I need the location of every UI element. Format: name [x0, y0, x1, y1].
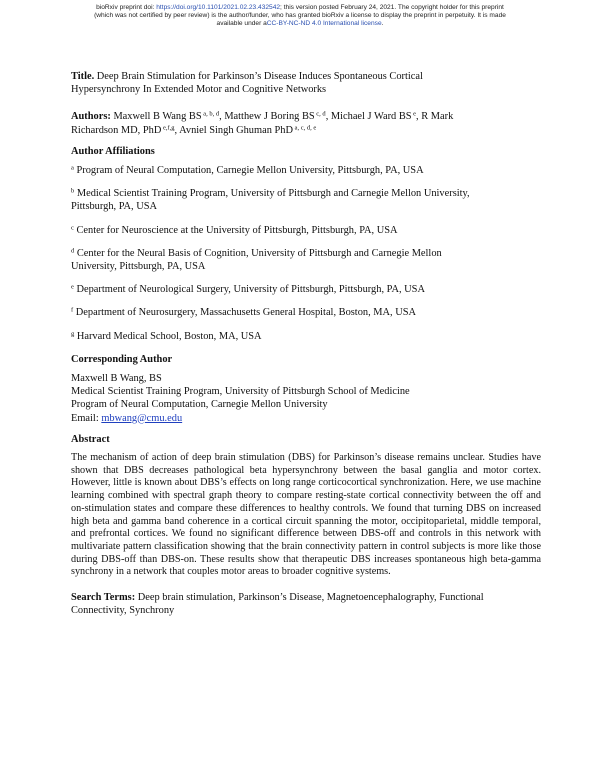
search-terms: [71, 591, 541, 617]
author-3-affil: e: [411, 110, 417, 118]
affiliation-marker: a: [71, 164, 74, 172]
title-label: Title.: [71, 71, 95, 82]
preprint-header: [0, 4, 600, 29]
header-line-3: [0, 20, 600, 28]
affiliation-item: [71, 164, 541, 177]
affiliation-marker: c: [71, 224, 74, 232]
header-license-prefix: available under a: [216, 20, 267, 28]
affiliation-item: [71, 306, 541, 319]
email-label: Email:: [71, 412, 102, 424]
email-link[interactable]: mbwang@cmu.edu: [101, 412, 183, 424]
author-list: [71, 110, 541, 136]
author-4: , R Mark: [416, 111, 454, 123]
affiliation-text: Department of Neurosurgery, Massachusetts General Hospital, Boston, MA, USA: [73, 307, 417, 319]
title-text-line2: Hypersynchrony In Extended Motor and Cognitive Networks: [71, 84, 327, 96]
affiliation-item: [71, 247, 541, 273]
header-line1-suffix: ; this version posted February 24, 2021. The copyright holder for this preprint: [280, 4, 504, 11]
author-2-affil: c, d: [314, 110, 326, 118]
affiliations-heading: Author Affiliations: [71, 145, 155, 157]
author-1-affil: a, b, d: [201, 110, 220, 118]
author-4-affil: e,f,g: [161, 124, 175, 132]
title-text-line1: Deep Brain Stimulation for Parkinson’s Disease Induces Spontaneous Cortical: [94, 71, 423, 82]
author-2: , Matthew J Boring BS: [219, 111, 315, 123]
affiliation-text-line2: Pittsburgh, PA, USA: [71, 201, 158, 213]
header-license-suffix: .: [381, 20, 384, 28]
author-5: , Avniel Singh Ghuman PhD: [174, 124, 293, 136]
affiliation-text: Harvard Medical School, Boston, MA, USA: [74, 330, 262, 342]
header-doi-prefix: bioRxiv preprint doi:: [96, 4, 157, 11]
author-1: Maxwell B Wang BS: [110, 111, 202, 123]
affiliation-marker: e: [71, 283, 74, 291]
affiliation-item: [71, 187, 541, 213]
search-terms-label: Search Terms:: [71, 592, 136, 604]
header-line-1: [0, 4, 600, 12]
affiliation-text: Center for Neuroscience at the University of Pittsburgh, Pittsburgh, PA, USA: [73, 224, 398, 236]
authors-label: Authors:: [71, 111, 111, 123]
affiliation-marker: g: [71, 330, 75, 338]
doi-link[interactable]: https://doi.org/10.1101/2021.02.23.432542: [156, 4, 281, 11]
corresponding-name: Maxwell B Wang, BS: [71, 373, 162, 385]
affiliation-text-line2: University, Pittsburgh, PA, USA: [71, 261, 206, 273]
affiliation-item: [71, 330, 541, 343]
corresponding-affil-2: Program of Neural Computation, Carnegie Mellon University: [71, 399, 328, 411]
corresponding-affil-1: Medical Scientist Training Program, University of Pittsburgh School of Medicine: [71, 386, 410, 398]
affiliation-text: Program of Neural Computation, Carnegie Mellon University, Pittsburgh, PA, USA: [73, 165, 424, 177]
affiliation-text: Medical Scientist Training Program, University of Pittsburgh and Carnegie Mellon University,: [74, 188, 470, 200]
license-link[interactable]: CC-BY-NC-ND 4.0 International license: [266, 20, 382, 28]
affiliation-item: [71, 224, 541, 237]
author-3: , Michael J Ward BS: [325, 111, 412, 123]
author-5-affil: a, c, d, e: [292, 124, 317, 132]
corresponding-author-block: [71, 372, 541, 425]
affiliation-text: Department of Neurological Surgery, University of Pittsburgh, Pittsburgh, PA, USA: [73, 284, 425, 296]
author-4-line2: Richardson MD, PhD: [71, 124, 162, 136]
affiliation-text: Center for the Neural Basis of Cognition, University of Pittsburgh and Carnegie Mellon: [74, 247, 442, 259]
affiliation-marker: f: [71, 306, 74, 314]
corresponding-author-heading: Corresponding Author: [71, 353, 173, 365]
affiliation-marker: b: [71, 187, 75, 195]
abstract-heading: Abstract: [71, 433, 110, 445]
affiliation-item: [71, 283, 541, 296]
search-terms-text: Deep brain stimulation, Parkinson’s Disease, Magnetoencephalography, Functional Connectivity, Synchrony: [71, 592, 484, 617]
abstract-body: The mechanism of action of deep brain stimulation (DBS) for Parkinson’s disease remains unclear. Studies have shown that DBS decreases pathological beta hypersynchrony between the basal ganglia and motor cortex. However, little is known about DBS’s effects on long range corticocortical synchronization. Here, we use machine learning combined with spectral graph theory to compare resting-state cortical connectivity between the off and on-stimulation states and compare these differences to healthy controls. We found that turning DBS on increased high beta and gamma band coherence in a cortical circuit spanning the motor, occipitoparietal, middle temporal, and prefrontal cortices. We found no significant difference between DBS-off and controls in this network with multivariate pattern classification showing that the brain connectivity pattern in control subjects is more like those during DBS-off than DBS-on. These results show that therapeutic DBS increases spontaneous high beta-gamma synchrony in a network that couples motor areas to broader cognitive systems.: [71, 452, 541, 578]
header-line-2: (which was not certified by peer review) is the author/funder, who has granted bioRxiv a license to display the preprint in perpetuity. It is made: [94, 12, 506, 20]
paper-title: [71, 70, 541, 96]
affiliation-marker: d: [71, 247, 75, 255]
paper-content: [71, 70, 541, 618]
